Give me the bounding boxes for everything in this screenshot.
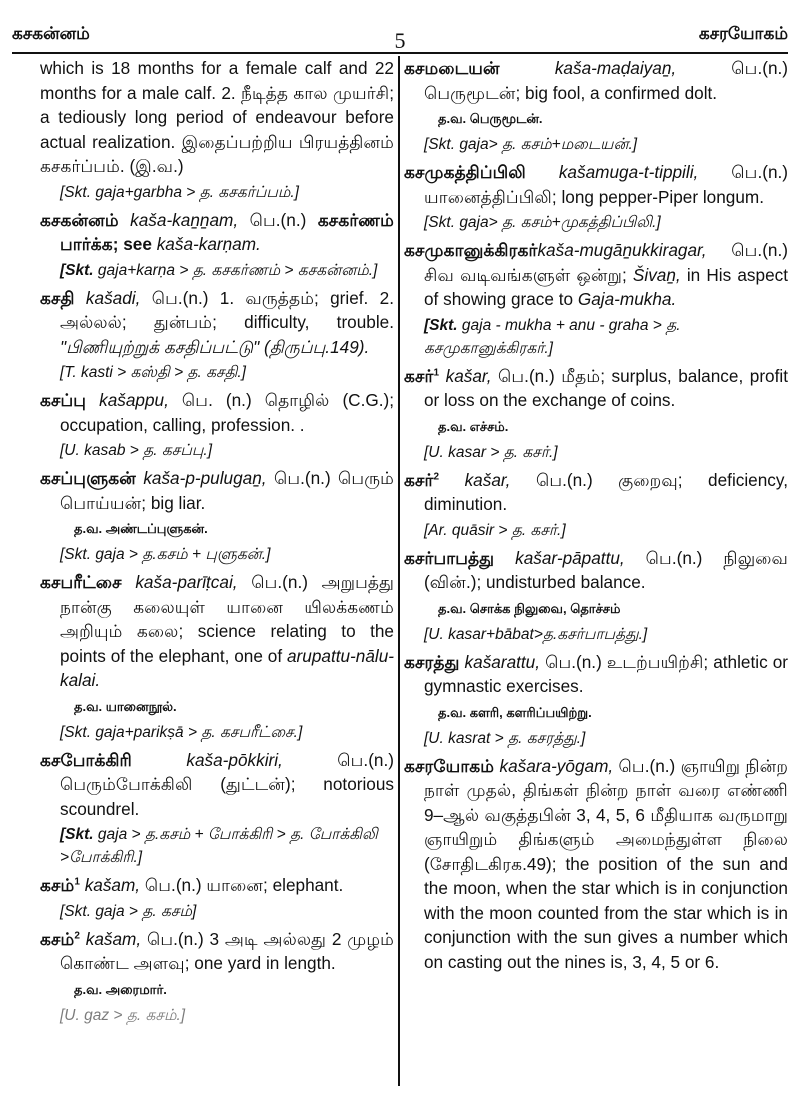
headword: கசப்பு (40, 390, 87, 410)
entry-kasarpapattu (404, 546, 788, 595)
definition: பெ.(n.) ஞாயிறு நின்ற நாள் முதல், திங்கள் நின்ற நாள் வரை எண்ணி 9–ஆல் வகுத்தபின் 3, 4, 5, 6 மீதியாக வருமாறு ஞாயிறும் திங்களும் அமைந்துள்ள நிலை (சோதிடகிரக.49); the position of the sun and the moon, when the star which is in conjunction with the moon counted from the star which is in conjunction with the sun gives a number which on casting out the nines is, 3, 4, 5 or 6. (424, 755, 788, 972)
transliteration: kašam, (85, 928, 142, 949)
transliteration: kašarattu, (464, 651, 541, 672)
definition: பெ.(n.) சிவ வடிவங்களுள் ஒன்று; (424, 240, 788, 285)
entry-kasam-1 (40, 873, 394, 898)
etymology: [Skt. gaja+garbha > த. கசகர்ப்பம்.] (60, 183, 299, 201)
transliteration: kašadi, (85, 287, 141, 308)
entry-kasappu (40, 388, 394, 437)
etymology: [Skt. gaja > த.கசம் + புளுகன்.] (60, 546, 271, 563)
transliteration: kaša-kaṉṉam, (130, 209, 239, 230)
definition: பெ.(n.) 1. வருத்தம்; grief. 2. அல்லல்; துன்பம்; difficulty, trouble. (60, 287, 394, 332)
transliteration: kaša-parīṭcai, (135, 572, 238, 592)
definition-see: கசகர்ணம் பார்க்க; see (60, 209, 394, 254)
tamil-equivalent: த.வ. சொக்க நிலுவை, தொச்சம் (438, 600, 621, 616)
entry-kasarattu (404, 650, 788, 699)
headword: கசமுகானுக்கிரகர் (404, 240, 538, 260)
headword: கசமுகத்திப்பிலி (404, 162, 526, 182)
tamil-equivalent: த.வ. அண்டப்புளுகன். (74, 521, 208, 536)
etymology: [T. kasti > கஸ்தி > த. கசதி.] (60, 364, 246, 381)
definition: பெ. (n.) தொழில் (C.G.); occupation, calling, profession. . (60, 390, 394, 435)
etymology: [Skt. gaja > த. கசம்] (60, 902, 197, 920)
cross-reference: Gaja-mukha. (577, 289, 677, 309)
etymology: [Ar. quāsir > த. கசர்.] (424, 521, 566, 539)
entry-kasar-2 (404, 468, 788, 517)
right-guide-word: கசரயோகம் (698, 24, 788, 43)
definition: பெ.(n.) அறுபத்து நான்கு கலையுள் யானை யிலக்கணம் அறியும் கலை; science relating to the points of the elephant, one of (60, 572, 394, 666)
headword: கசரத்து (404, 651, 460, 672)
transliteration: kašar-pāpattu, (515, 547, 625, 568)
entry-kasam-2 (40, 927, 394, 976)
etymology: [U. kasrat > த. கசரத்து.] (424, 729, 586, 747)
column-divider (398, 56, 400, 1086)
definition: பெ.(n.) நிலுவை (வின்.); undisturbed balance. (424, 547, 788, 592)
etymology: [Skt. gaja - mukha + anu - graha > த. கசமுகானுக்கிரகர்.] (424, 316, 681, 357)
headword: கசபரீட்சை (40, 572, 122, 592)
transliteration: kašar, (464, 469, 511, 490)
headword: கசபோக்கிரி (40, 749, 132, 770)
etymology: [U. kasar > த. கசர்.] (424, 443, 558, 461)
headword: கசம் (40, 875, 75, 895)
cross-reference: kaša-karṇam. (156, 234, 261, 254)
headword: கசர் (404, 469, 434, 490)
header-rule (12, 52, 788, 54)
definition: பெ.(n.) குறைவு; deficiency, diminution. (424, 469, 788, 514)
transliteration: kašamuga-t-tippili, (558, 162, 699, 182)
definition: பெ.(n.) மீதம்; surplus, balance, profit or loss on the exchange of coins. (424, 365, 788, 410)
transliteration: kašam, (84, 875, 141, 895)
entry-kasamugattippili (404, 160, 788, 209)
entry-kasakannam (40, 208, 394, 257)
entry-kasaparitcai (40, 570, 394, 693)
headword: கசம் (40, 928, 75, 949)
definition: பெ.(n.) யானைத்திப்பிலி; long pepper-Piper longum. (424, 162, 788, 207)
headword: கசர் (404, 365, 434, 386)
headword: கசகன்னம் (40, 209, 119, 230)
etymology: [U. kasab > த. கசப்பு.] (60, 442, 213, 459)
homograph-number: 1 (433, 366, 440, 378)
transliteration: kaša-p-pulugaṉ, (143, 468, 267, 488)
tamil-equivalent: த.வ. எச்சம். (438, 418, 509, 434)
page-number: 5 (394, 28, 406, 53)
left-guide-word: கசகன்னம் (12, 24, 90, 43)
etymology: [U. kasar+bābat>த.கசர்பாபத்து.] (424, 625, 648, 643)
headword: கசர்பாபத்து (404, 547, 495, 568)
entry-kasarayogam (404, 754, 788, 975)
headword: கசரயோகம் (404, 755, 495, 776)
entry-kasar-1 (404, 364, 788, 413)
transliteration: kaša-maḍaiyaṉ, (554, 58, 677, 78)
transliteration: kašara-yōgam, (499, 755, 614, 776)
headword: கசமடையன் (404, 58, 500, 78)
page-header (12, 18, 788, 52)
tamil-equivalent: த.வ. பெருமூடன். (438, 111, 543, 126)
right-column (404, 56, 788, 1096)
entry-kasamadaiyan (404, 56, 788, 105)
homograph-number: 2 (74, 929, 80, 941)
left-column (40, 56, 394, 1096)
entry-kasappulugan (40, 466, 394, 515)
etymology: [Skt. gaja+karṇa > த. கசகர்ணம் > கசகன்னம்.] (60, 261, 378, 279)
cross-reference: arupattu-nālu-kalai. (60, 645, 394, 690)
definition: பெ.(n.) பெரும் பொய்யன்; big liar. (60, 468, 394, 513)
definition: பெ.(n.) பெருமூடன்; big fool, a confirmed dolt. (424, 58, 788, 103)
transliteration: kaša-pōkkiri, (186, 749, 283, 770)
headword: கசப்புளுகன் (40, 468, 136, 488)
etymology: [Skt. gaja > த.கசம் + போக்கிரி > த. போக்கிலி >போக்கிரி.] (60, 826, 378, 866)
homograph-number: 1 (74, 876, 80, 888)
headword: கசதி (40, 287, 75, 308)
entry-continuation: which is 18 months for a female calf and 22 months for a male calf. 2. நீடித்த கால முயர்சி; a tediously long period of endeavour before actual realization. இதைப்பற்றிய பிரயத்தினம் கசகர்ப்பம். (இ.வ.) (40, 58, 394, 176)
definition: பெ.(n.) உடற்பயிற்சி; athletic or gymnastic exercises. (424, 651, 788, 696)
etymology: [U. gaz > த. கசம்.] (60, 1006, 186, 1024)
quotation: "பிணியுற்றுக் கசதிப்பட்டு" (திருப்பு.149). (60, 336, 370, 357)
transliteration: kaša-mugāṉukkiragar, (537, 240, 707, 260)
definition: பெ.(n.) 3 அடி அல்லது 2 முழம் கொண்ட அளவு; one yard in length. (60, 928, 394, 973)
definition: பெ.(n.) (249, 209, 307, 230)
etymology: [Skt. gaja+parikṣā > த. கசபரீட்சை.] (60, 723, 303, 741)
entry-kasamuganukkiragar (404, 238, 788, 312)
homograph-number: 2 (433, 470, 440, 482)
definition: பெ.(n.) பெரும்போக்கிலி (துட்டன்); notorious scoundrel. (60, 749, 394, 819)
etymology: [Skt. gaja> த. கசம்+மடையன்.] (424, 136, 638, 153)
deity-name: Šivaṉ, (632, 264, 681, 285)
tamil-equivalent: த.வ. யானைநூல். (74, 698, 177, 714)
definition-cont: in His aspect of showing grace to (424, 264, 788, 309)
transliteration: kašar, (445, 365, 492, 386)
transliteration: kašappu, (99, 390, 169, 410)
entry-kasadi (40, 286, 394, 360)
entry-kasapokkiri (40, 748, 394, 822)
etymology: [Skt. gaja> த. கசம்+முகத்திப்பிலி.] (424, 214, 661, 231)
tamil-equivalent: த.வ. களரி, களரிப்பயிற்று. (438, 704, 592, 720)
definition: பெ.(n.) யானை; elephant. (144, 875, 344, 895)
tamil-equivalent: த.வ. அரைமார். (74, 981, 167, 997)
